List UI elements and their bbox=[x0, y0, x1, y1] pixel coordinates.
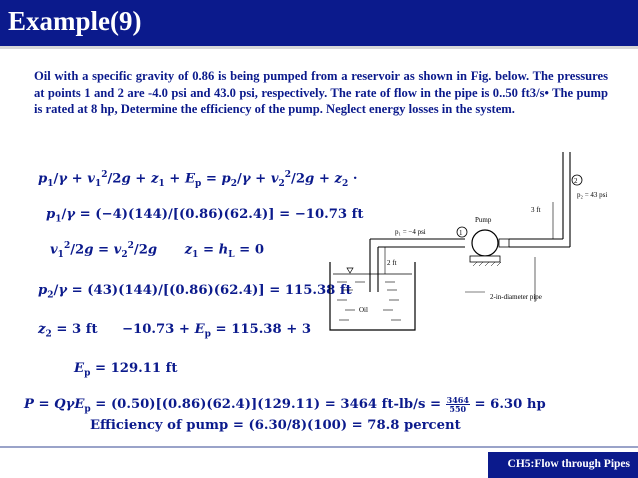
power-calc: = (0.50)[(0.86)(62.4)](129.11) = 3464 ft-lb/s = bbox=[95, 397, 442, 412]
chapter-label: CH5:Flow through Pipes bbox=[507, 458, 630, 470]
water-level-icon bbox=[347, 268, 353, 273]
ep-balance-left: −10.73 + bbox=[122, 322, 190, 337]
ep-balance-equation: $-10.73 + E_p = 115.38 + 3$ bbox=[122, 322, 312, 340]
pump-base bbox=[470, 256, 500, 262]
ep-result: $E_p = 129.11$ ft bbox=[74, 361, 178, 379]
power-fraction-denominator: 550 bbox=[449, 404, 467, 414]
pump-diagram bbox=[325, 142, 625, 364]
power-fraction bbox=[446, 396, 470, 413]
footer-bar bbox=[488, 452, 638, 478]
ep-result-value: = 129.11 ft bbox=[94, 361, 178, 376]
ep-balance-right: = 115.38 + 3 bbox=[215, 322, 312, 337]
header-divider bbox=[0, 46, 638, 49]
p1-head-value: = (−4)(144)/[(0.86)(62.4)] = −10.73 ft bbox=[79, 207, 364, 222]
p2-head-value: = (43)(144)/[(0.86)(62.4)] = 115.38 ft bbox=[71, 283, 352, 298]
footer-divider bbox=[0, 446, 638, 448]
slide-header bbox=[0, 0, 638, 46]
pump-system-figure bbox=[325, 142, 625, 364]
power-fraction-numerator: 3464 bbox=[446, 395, 469, 405]
point2-label: 2 bbox=[574, 177, 578, 185]
energy-equation: $p_1/\gamma + v_1^2/2g + z_1 + E_p = p_2/\gamma + v_2^2/2g + z_2$ · bbox=[38, 170, 358, 190]
z2-equation: $z_2 = 3$ ft bbox=[38, 322, 98, 340]
oil-label: Oil bbox=[359, 306, 368, 314]
efficiency-equation: Efficiency of pump = (6.30/8)(100) = 78.8 percent bbox=[90, 418, 461, 433]
power-equation: P = QγE$_p$ = (0.50)[(0.86)(62.4)](129.11) = 3464 ft-lb/s = $\frac{3464}{550}$ = 6.30 hp bbox=[24, 395, 546, 415]
height-2ft-label: 2 ft bbox=[387, 259, 397, 267]
problem-statement: Oil with a specific gravity of 0.86 is being pumped from a reservoir as shown in Fig. below. The pressures at points 1 and 2 are -4.0 psi and 43.0 psi, respectively. The rate of flow in the pipe is 0..50 ft3/s• The pump is rated at 8 hp, Determine the efficiency of the pump. Neglect energy losses in the system. bbox=[34, 69, 608, 117]
z2-value: = 3 ft bbox=[56, 322, 98, 337]
power-result: = 6.30 hp bbox=[474, 397, 546, 412]
slide-title: Example(9) bbox=[8, 6, 142, 36]
oil-hatching bbox=[337, 282, 401, 320]
p1-label: p₁ = −4 psi bbox=[395, 228, 426, 236]
pump-icon bbox=[472, 230, 498, 256]
pump-label: Pump bbox=[475, 216, 492, 224]
p1-head-equation: $p_1/\gamma = (-4)(144)/[(0.86)(62.4)] = -10.73$ ft bbox=[46, 207, 364, 225]
point1-label: 1 bbox=[459, 229, 463, 237]
p2-label: p₂ = 43 psi bbox=[577, 191, 608, 199]
velocity-head-equation: $v_1^2/2g = v_2^2/2g$ $z_1 = h_L = 0$ bbox=[50, 241, 265, 261]
pipe-diameter-label: 2-in-diameter pipe bbox=[490, 293, 542, 301]
height-3ft-label: 3 ft bbox=[531, 206, 541, 214]
p2-head-equation: $p_2/\gamma = (43)(144)/[(0.86)(62.4)] = 115.38$ ft bbox=[38, 283, 352, 301]
